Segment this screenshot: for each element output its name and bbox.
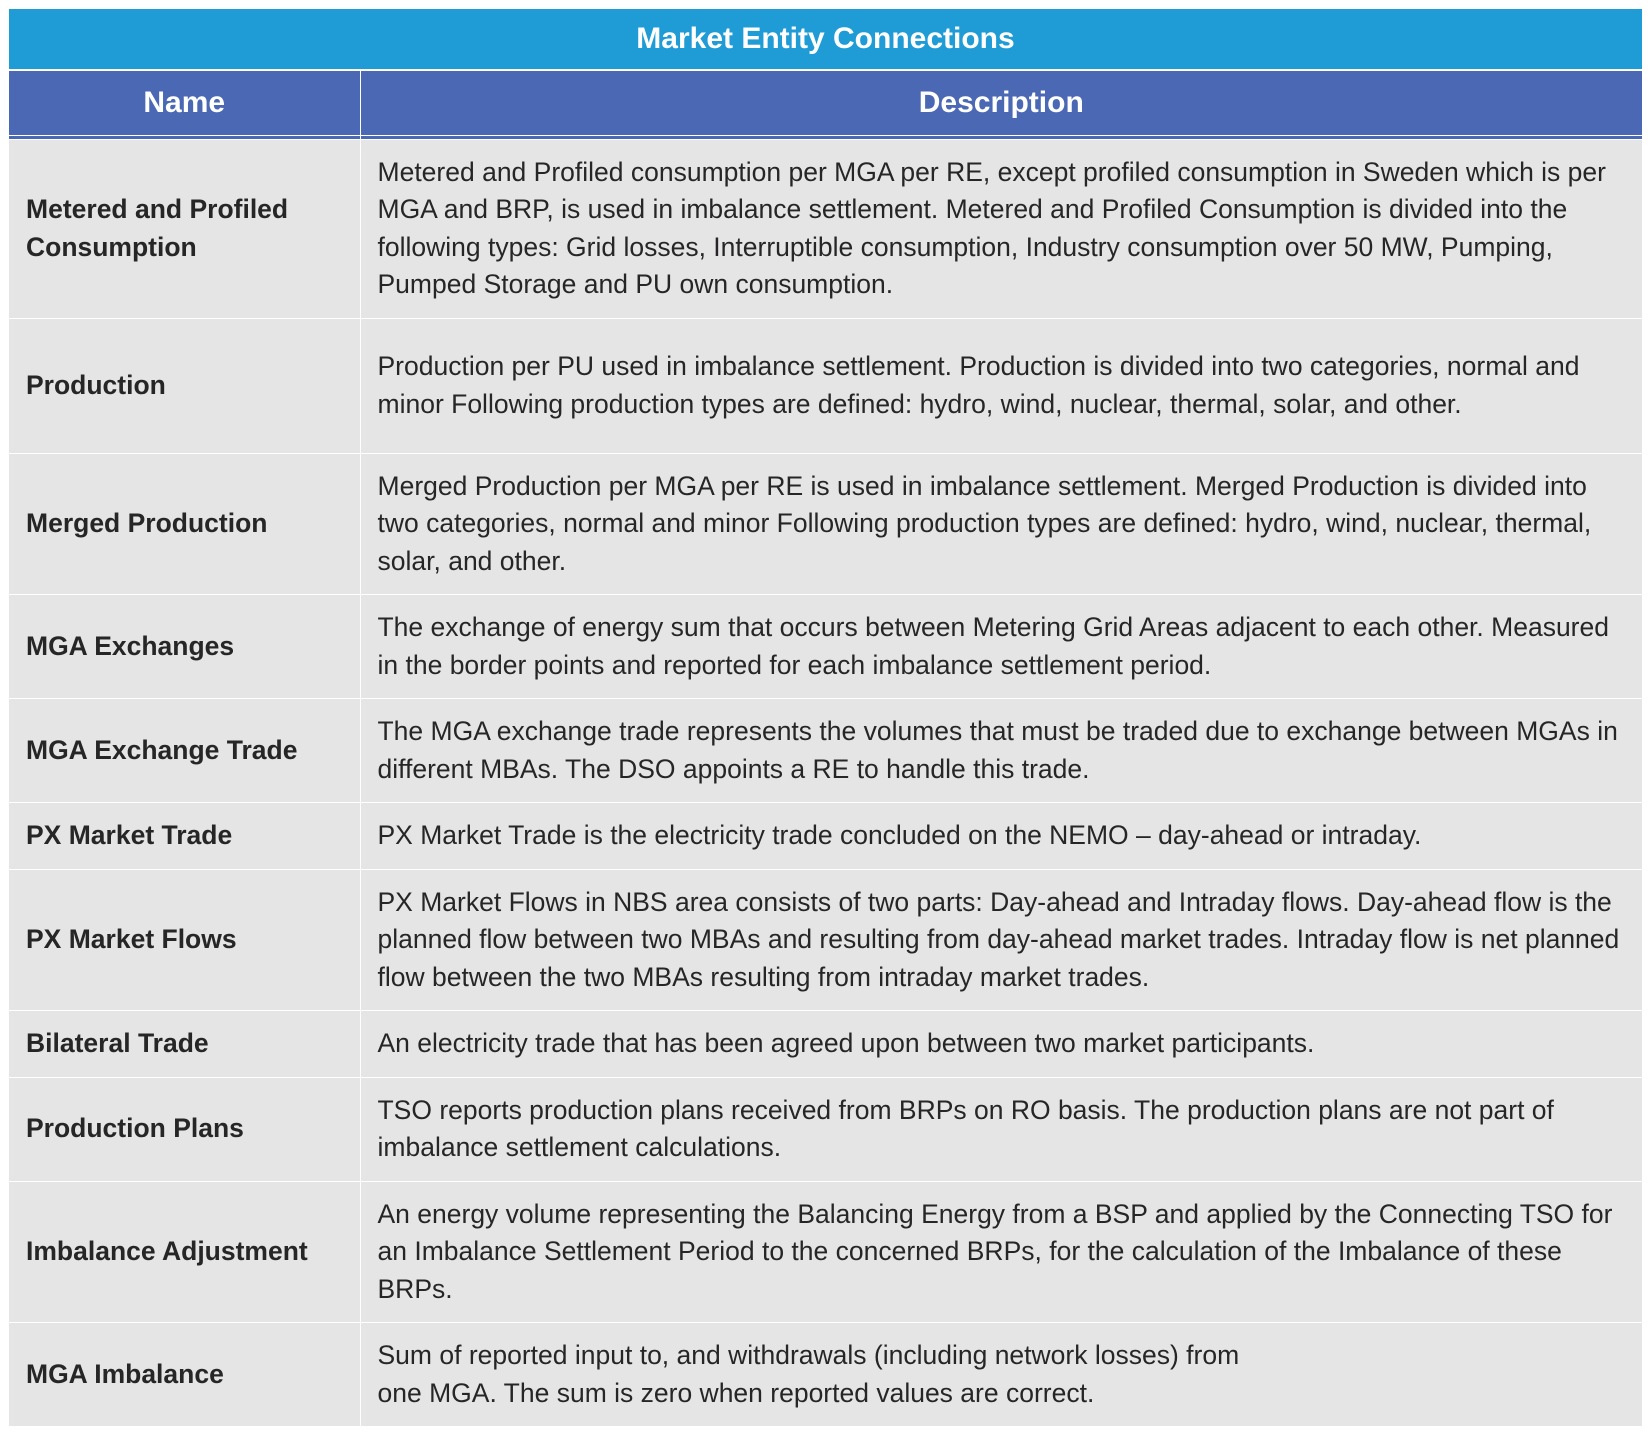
row-name: PX Market Flows: [9, 869, 360, 1011]
row-description: The exchange of energy sum that occurs between Metering Grid Areas adjacent to each other. Measured in the border points and reported for each imbalance settlement period.: [360, 595, 1642, 699]
row-name: MGA Exchange Trade: [9, 699, 360, 803]
row-description: Production per PU used in imbalance settlement. Production is divided into two categories, normal and minor Following production types are defined: hydro, wind, nuclear, thermal, solar, and other.: [360, 318, 1642, 453]
table-row: [9, 699, 1642, 803]
table-header: [9, 71, 1642, 135]
row-description: TSO reports production plans received from BRPs on RO basis. The production plans are not part of imbalance settlement calculations.: [360, 1077, 1642, 1181]
table-row: [9, 139, 1642, 318]
row-name: Production Plans: [9, 1077, 360, 1181]
table-row: [9, 1077, 1642, 1181]
table-row: [9, 453, 1642, 595]
table-title: Market Entity Connections: [9, 9, 1642, 71]
row-description: An electricity trade that has been agreed upon between two market participants.: [360, 1011, 1642, 1078]
row-name: MGA Exchanges: [9, 595, 360, 699]
row-description: PX Market Flows in NBS area consists of two parts: Day-ahead and Intraday flows. Day-ahead flow is the planned flow between two MBAs and resulting from day-ahead market trades. Intraday flow is net planned flow between the two MBAs resulting from intraday market trades.: [360, 869, 1642, 1011]
row-name: Imbalance Adjustment: [9, 1181, 360, 1323]
header-row: [9, 71, 1642, 135]
row-description: An energy volume representing the Balancing Energy from a BSP and applied by the Connecting TSO for an Imbalance Settlement Period to the concerned BRPs, for the calculation of the Imbalance of these BRPs.: [360, 1181, 1642, 1323]
row-description: Metered and Profiled consumption per MGA per RE, except profiled consumption in Sweden which is per MGA and BRP, is used in imbalance settlement. Metered and Profiled Consumption is divided into the following types: Grid losses, Interruptible consumption, Industry consumption over 50 MW, Pumping, Pumped Storage and PU own consumption.: [360, 139, 1642, 318]
row-name: Metered and Profiled Consumption: [9, 139, 360, 318]
header-name: Name: [9, 71, 360, 135]
table-body: [9, 135, 1642, 1427]
entity-table-grid: [9, 71, 1642, 1427]
row-description: The MGA exchange trade represents the volumes that must be traded due to exchange between MGAs in different MBAs. The DSO appoints a RE to handle this trade.: [360, 699, 1642, 803]
table-row: [9, 1181, 1642, 1323]
row-description: Merged Production per MGA per RE is used in imbalance settlement. Merged Production is divided into two categories, normal and minor Following production types are defined: hydro, wind, nuclear, thermal, solar, and other.: [360, 453, 1642, 595]
row-name: Bilateral Trade: [9, 1011, 360, 1078]
header-description: Description: [360, 71, 1642, 135]
market-entity-table: [9, 9, 1642, 1427]
row-description: PX Market Trade is the electricity trade concluded on the NEMO – day-ahead or intraday.: [360, 803, 1642, 870]
table-row: [9, 1011, 1642, 1078]
row-description: Sum of reported input to, and withdrawals (including network losses) from one MGA. The sum is zero when reported values are correct.: [360, 1323, 1642, 1427]
table-row: [9, 595, 1642, 699]
table-row: [9, 318, 1642, 453]
table-row: [9, 1323, 1642, 1427]
table-row: [9, 803, 1642, 870]
table-row: [9, 869, 1642, 1011]
row-name: PX Market Trade: [9, 803, 360, 870]
row-name: MGA Imbalance: [9, 1323, 360, 1427]
row-name: Production: [9, 318, 360, 453]
row-name: Merged Production: [9, 453, 360, 595]
